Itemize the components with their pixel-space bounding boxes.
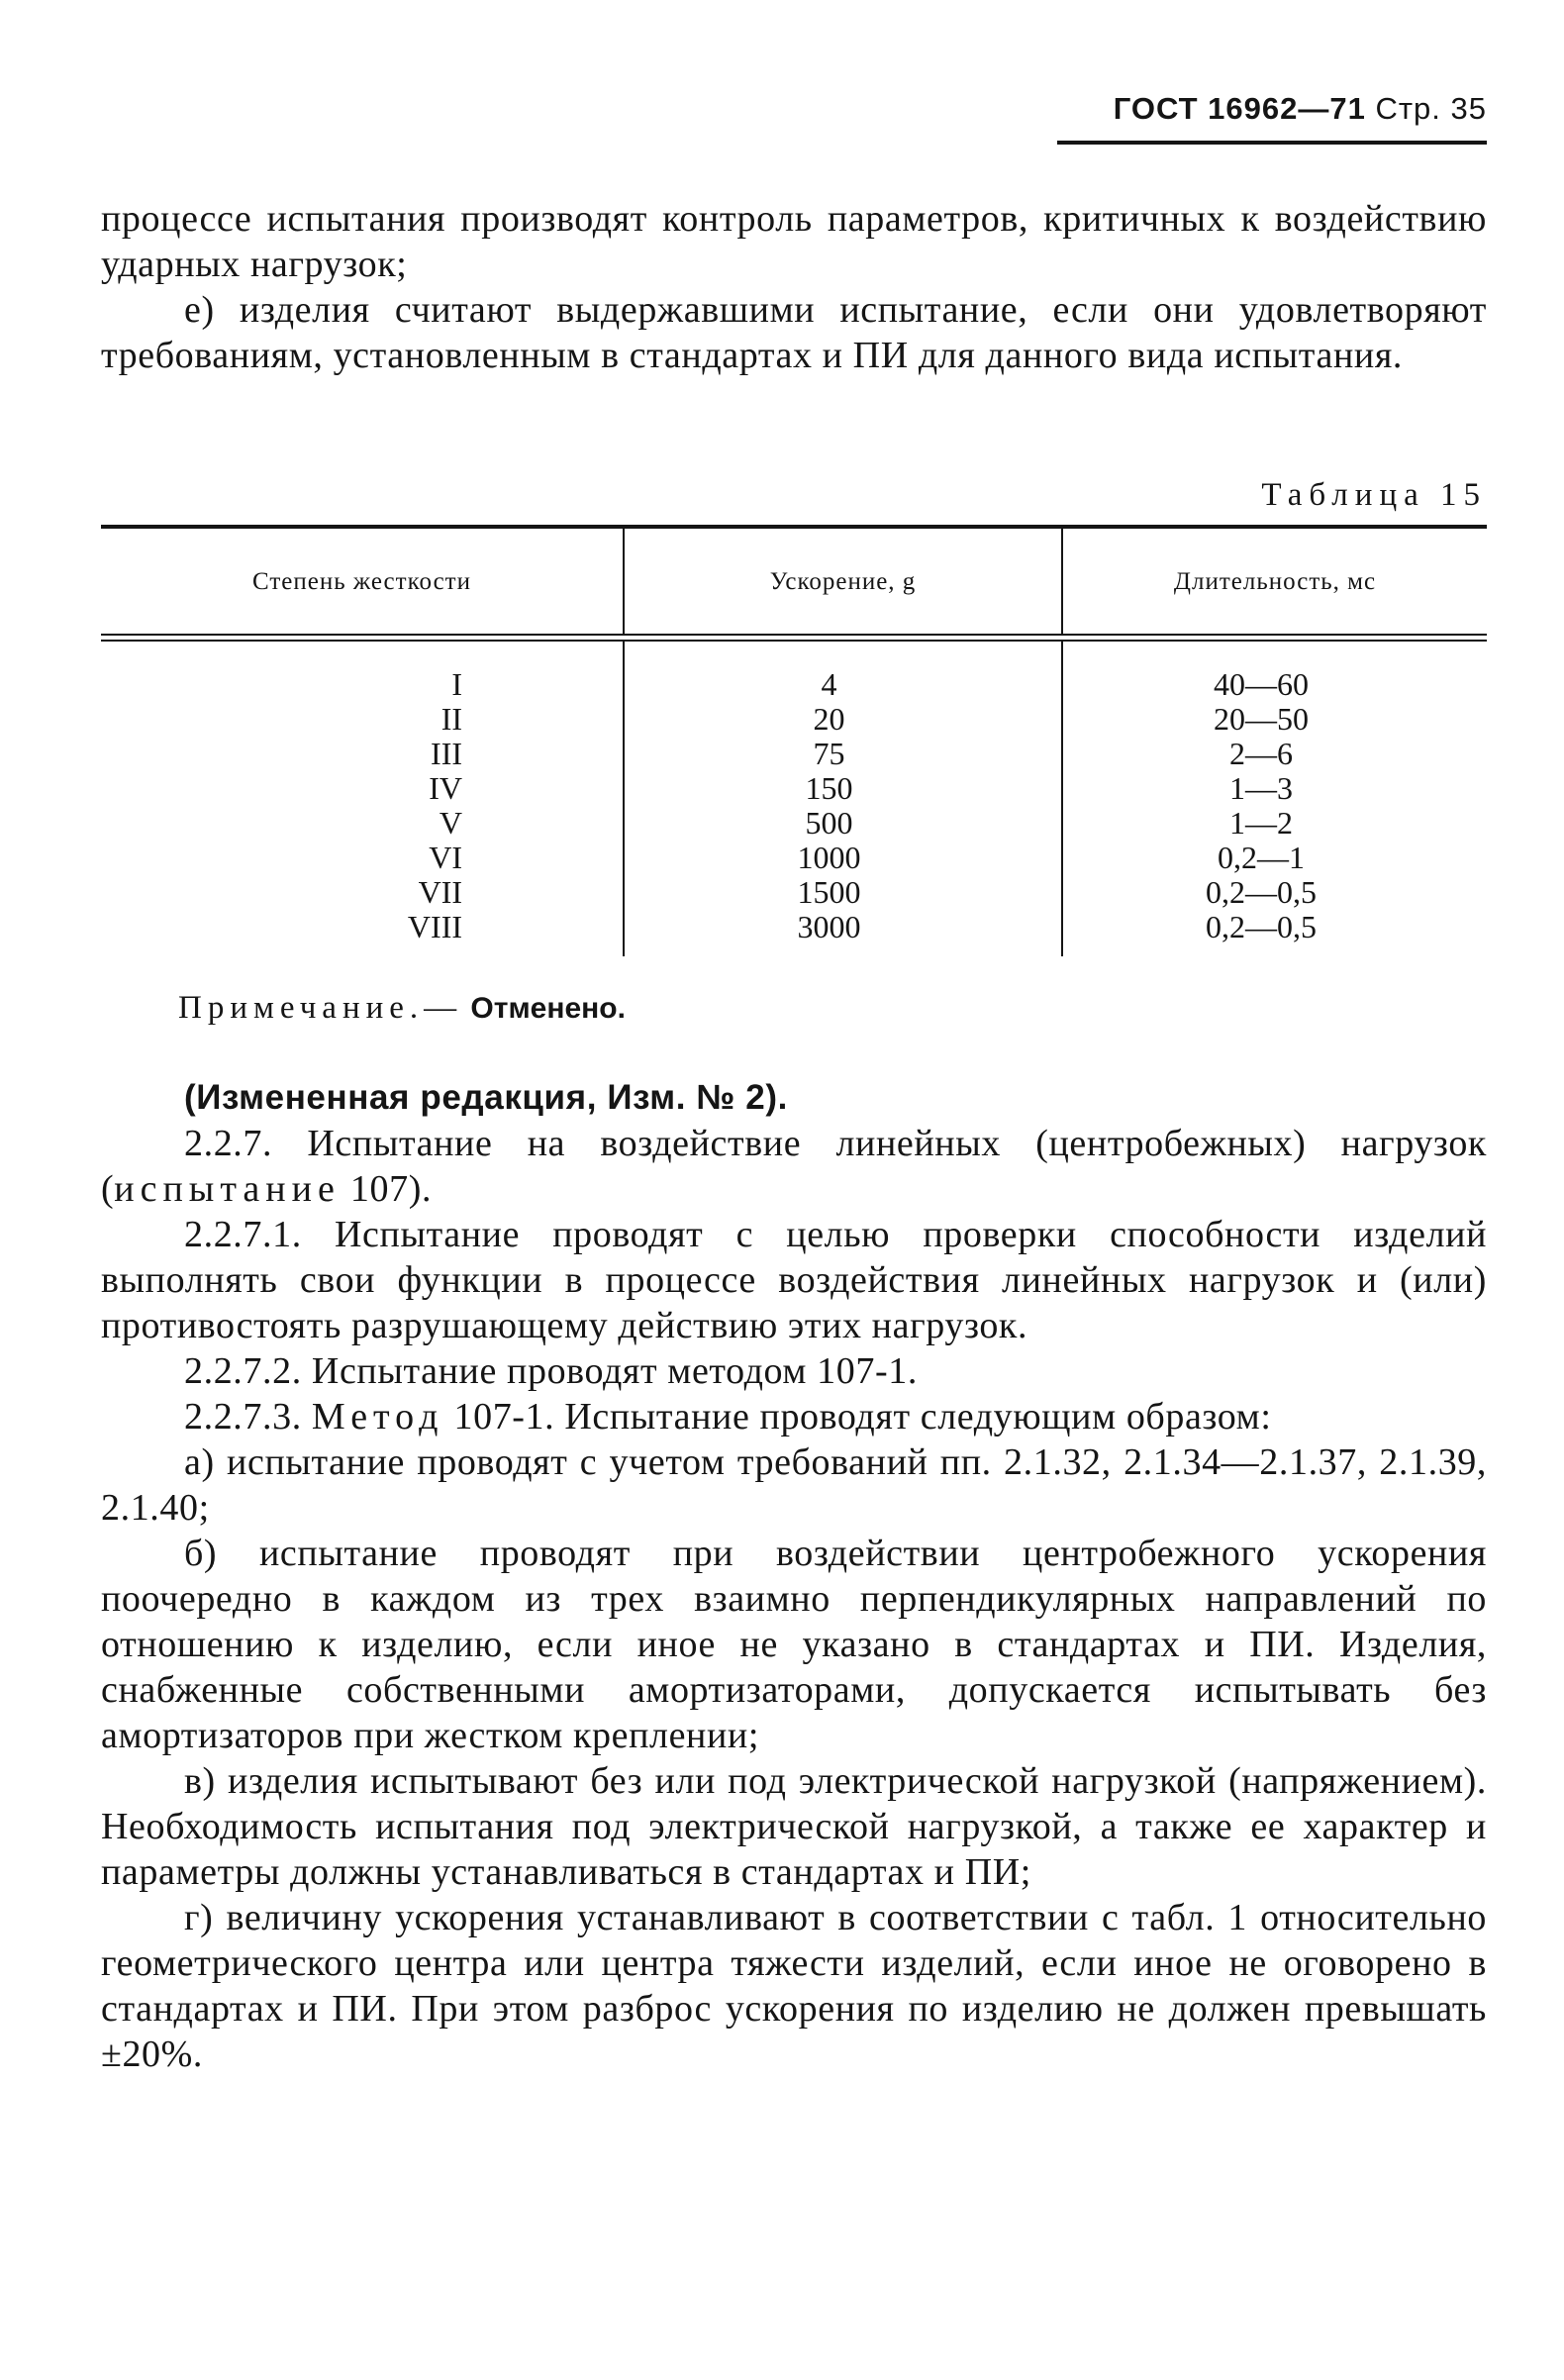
- severity-cells: [101, 667, 623, 944]
- table-cell: IV: [429, 770, 462, 806]
- note-value: Отменено.: [470, 992, 626, 1025]
- section-number: 2.2.7.: [184, 1123, 273, 1164]
- table-caption: Таблица 15: [1261, 477, 1487, 513]
- section-2-2-7-1: 2.2.7.1. Испытание проводят с целью проверки способности изделий выполнять свои функции в процессе воздействия линейных нагрузок и (или) противостоять разрушающему действию этих нагрузок.: [101, 1214, 1487, 1346]
- table-cell: 3000: [797, 909, 861, 944]
- column-acceleration: [623, 642, 1061, 956]
- column-header-severity: Степень жесткости: [252, 568, 471, 595]
- section-number: 2.2.7.3.: [184, 1396, 312, 1438]
- table-cell: 75: [813, 736, 845, 771]
- table-cell: 4: [821, 666, 837, 702]
- item-c: в) изделия испытывают без или под электрической нагрузкой (напряжением). Необходимость испытания под электрической нагрузкой, а также ее характер и параметры должны устанавливаться в стандартах и ПИ;: [101, 1760, 1487, 1893]
- table-cell: 150: [805, 770, 853, 806]
- table-15: [101, 525, 1487, 956]
- body-text: [101, 1075, 1487, 2077]
- column-duration: [1061, 642, 1487, 956]
- method-label: Метод: [311, 1396, 444, 1438]
- standard-number: ГОСТ 16962—71: [1113, 91, 1366, 126]
- table-cell: II: [440, 701, 462, 737]
- table-cell: 1—3: [1229, 770, 1293, 806]
- table-cell: 1500: [797, 874, 861, 910]
- section-2-2-7-2: 2.2.7.2. Испытание проводят методом 107-1.: [184, 1350, 918, 1392]
- table-cell: V: [439, 805, 462, 841]
- header-rule: [1057, 141, 1487, 145]
- section-text-spaced: испытание: [114, 1168, 341, 1210]
- section-2-2-7: [101, 1121, 1487, 1212]
- table-cell: 2—6: [1229, 736, 1293, 771]
- table-cell: 1—2: [1229, 805, 1293, 841]
- acceleration-cells: [625, 667, 1061, 944]
- table-body: [101, 642, 1487, 956]
- amendment-note: (Измененная редакция, Изм. № 2).: [184, 1078, 788, 1117]
- section-text-end: 107).: [340, 1168, 433, 1210]
- table-cell: VII: [418, 874, 462, 910]
- table-cell: 20—50: [1214, 701, 1309, 737]
- table-cell: 500: [805, 805, 853, 841]
- column-header-duration: Длительность, мс: [1061, 529, 1487, 634]
- table-cell: 0,2—0,5: [1206, 874, 1317, 910]
- table-cell: 0,2—1: [1218, 840, 1305, 875]
- intro-paragraph-1: процессе испытания производят контроль параметров, критичных к воздействию ударных нагрузок;: [101, 198, 1487, 285]
- table-cell: 20: [813, 701, 845, 737]
- table-cell: III: [431, 736, 462, 771]
- column-header-acceleration: Ускорение, g: [623, 529, 1061, 634]
- column-severity: [101, 642, 623, 956]
- table-cell: VIII: [407, 909, 462, 944]
- section-text: 107-1. Испытание проводят следующим образом:: [443, 1396, 1272, 1438]
- intro-text: [101, 196, 1487, 378]
- item-a: а) испытание проводят с учетом требований пп. 2.1.32, 2.1.34—2.1.37, 2.1.39, 2.1.40;: [101, 1441, 1487, 1529]
- duration-cells: [1063, 667, 1487, 944]
- table-cell: 40—60: [1214, 666, 1309, 702]
- page-number: Стр. 35: [1375, 91, 1487, 126]
- page-header: [1114, 91, 1487, 127]
- item-d: г) величину ускорения устанавливают в соответствии с табл. 1 относительно геометрического центра или центра тяжести изделий, если иное не оговорено в стандартах и ПИ. При этом разброс ускорения по изделию не должен превышать ±20%.: [101, 1897, 1487, 2075]
- table-cell: 0,2—0,5: [1206, 909, 1317, 944]
- section-text: Испытание на воздействие линейных (центробежных) нагрузок (: [101, 1123, 1487, 1210]
- table-cell: 1000: [797, 840, 861, 875]
- table-cell: VI: [429, 840, 462, 875]
- table-header-rule: [101, 634, 1487, 642]
- item-b: б) испытание проводят при воздействии центробежного ускорения поочередно в каждом из трех взаимно перпендикулярных направлений по отношению к изделию, если иное не указано в стандартах и ПИ. Изделия, снабженные собственными амортизаторами, допускается испытывать без амортизаторов при жестком креплении;: [101, 1533, 1487, 1756]
- table-cell: I: [451, 666, 462, 702]
- table-note: [178, 990, 626, 1027]
- table-header-row: [101, 529, 1487, 634]
- section-2-2-7-3: [101, 1394, 1487, 1439]
- intro-paragraph-2: е) изделия считают выдержавшими испытание, если они удовлетворяют требованиям, установленным в стандартах и ПИ для данного вида испытания.: [101, 289, 1487, 376]
- note-label: Примечание.—: [178, 990, 463, 1026]
